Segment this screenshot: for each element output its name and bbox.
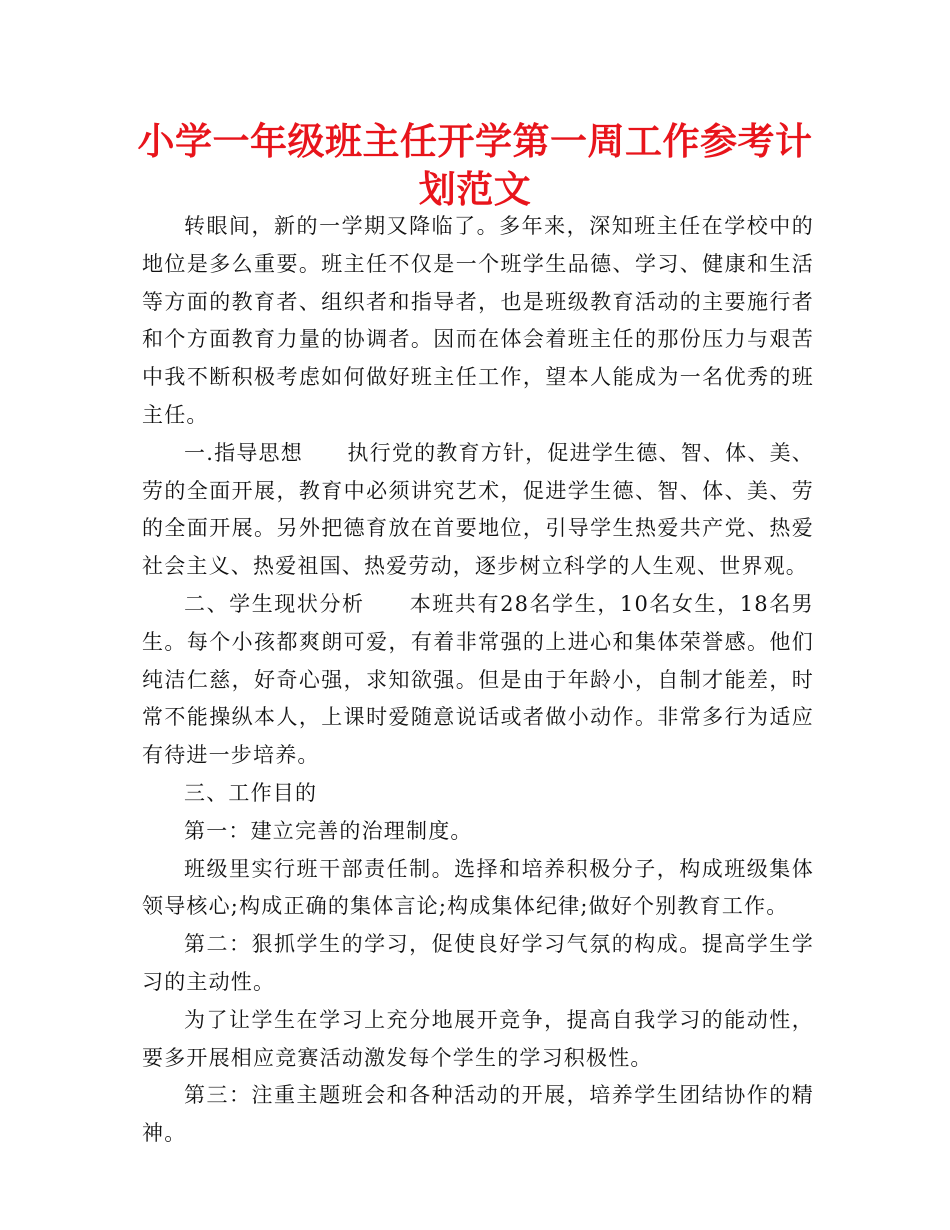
paragraph-intro: 转眼间，新的一学期又降临了。多年来，深知班主任在学校中的地位是多么重要。班主任不仅是一个班学生品德、学习、健康和生活等方面的教育者、组织者和指导者，也是班级教育活动的主要施行者和个方面教育力量的协调者。因而在体会着班主任的那份压力与艰苦中我不断积极考虑如何做好班主任工作，望本人能成为一名优秀的班主任。 <box>142 214 814 427</box>
title-line-1: 小学一年级班主任开学第一周工作参考计 <box>137 120 813 163</box>
paragraph-goal-1-detail: 班级里实行班干部责任制。选择和培养积极分子，构成班级集体领导核心;构成正确的集体言论;构成集体纪律;做好个别教育工作。 <box>142 856 814 919</box>
paragraph-guiding-ideology: 一.指导思想 执行党的教育方针，促进学生德、智、体、美、劳的全面开展，教育中必须讲究艺术，促进学生德、智、体、美、劳的全面开展。另外把德育放在首要地位，引导学生热爱共产党、热爱社会主义、热爱祖国、热爱劳动，逐步树立科学的人生观、世界观。 <box>142 440 814 579</box>
paragraph-goal-2: 第二：狠抓学生的学习，促使良好学习气氛的构成。提高学生学习的主动性。 <box>142 932 814 994</box>
paragraph-student-analysis: 二、学生现状分析 本班共有28名学生，10名女生，18名男生。每个小孩都爽朗可爱，有着非常强的上进心和集体荣誉感。他们纯洁仁慈，好奇心强，求知欲强。但是由于年龄小，自制才能差，时常不能操纵本人，上课时爱随意说话或者做小动作。非常多行为适应有待进一步培养。 <box>142 591 814 768</box>
document-body <box>142 208 814 1153</box>
paragraph-goal-1: 第一：建立完善的治理制度。 <box>184 818 473 843</box>
heading-work-goals: 三、工作目的 <box>184 780 318 805</box>
paragraph-goal-3: 第三：注重主题班会和各种活动的开展，培养学生团结协作的精神。 <box>142 1083 814 1146</box>
paragraph-goal-2-detail: 为了让学生在学习上充分地展开竞争，提高自我学习的能动性，要多开展相应竞赛活动激发每个学生的学习积极性。 <box>142 1007 814 1070</box>
title-line-2: 划范文 <box>418 168 532 211</box>
document-title <box>100 118 850 214</box>
